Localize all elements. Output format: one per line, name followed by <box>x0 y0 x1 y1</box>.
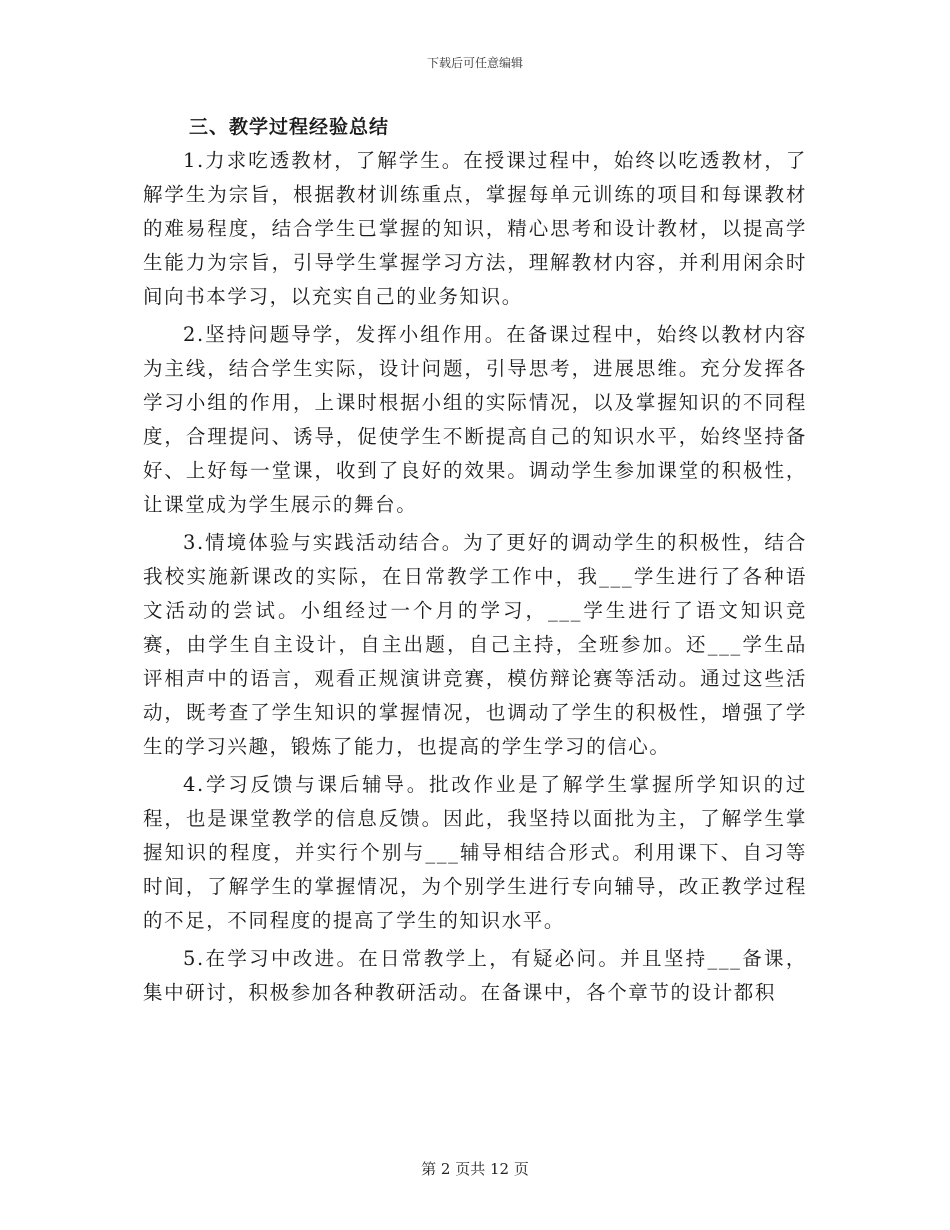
document-body <box>143 112 807 1010</box>
paragraph-1: 1.力求吃透教材，了解学生。在授课过程中，始终以吃透教材，了解学生为宗旨，根据教材训练重点，掌握每单元训练的项目和每课教材的难易程度，结合学生已掌握的知识，精心思考和设计教材，以提高学生能力为宗旨，引导学生掌握学习方法，理解教材内容，并利用闲余时间向书本学习，以充实自己的业务知识。 <box>143 149 807 308</box>
page-footer: 第 2 页共 12 页 <box>421 1160 529 1178</box>
section-title: 三、教学过程经验总结 <box>189 116 390 138</box>
paragraph-2: 2.坚持问题导学，发挥小组作用。在备课过程中，始终以教材内容为主线，结合学生实际，设计问题，引导思考，进展思维。充分发挥各学习小组的作用，上课时根据小组的实际情况，以及掌握知识的不同程度，合理提问、诱导，促使学生不断提高自己的知识水平，始终坚持备好、上好每一堂课，收到了良好的效果。调动学生参加课堂的积极性，让课堂成为学生展示的舞台。 <box>143 323 807 516</box>
page-header: 下载后可任意编辑 <box>426 56 523 70</box>
paragraph-5: 5.在学习中改进。在日常教学上，有疑必问。并且坚持___备课，集中研讨，积极参加各种教研活动。在备课中，各个章节的设计都积 <box>143 947 807 1004</box>
paragraph-3: 3.情境体验与实践活动结合。为了更好的调动学生的积极性，结合我校实施新课改的实际，在日常教学工作中，我___学生进行了各种语文活动的尝试。小组经过一个月的学习，___学生进行了语文知识竞赛，由学生自主设计，自主出题，自己主持，全班参加。还___学生品评相声中的语言，观看正规演讲竞赛，模仿辩论赛等活动。通过这些活动，既考查了学生知识的掌握情况，也调动了学生的积极性，增强了学生的学习兴趣，锻炼了能力，也提高的学生学习的信心。 <box>143 531 807 758</box>
paragraph-4: 4.学习反馈与课后辅导。批改作业是了解学生掌握所学知识的过程，也是课堂教学的信息反馈。因此，我坚持以面批为主，了解学生掌握知识的程度，并实行个别与___辅导相结合形式。利用课下、自习等时间，了解学生的掌握情况，为个别学生进行专向辅导，改正教学过程的不足，不同程度的提高了学生的知识水平。 <box>143 773 807 932</box>
